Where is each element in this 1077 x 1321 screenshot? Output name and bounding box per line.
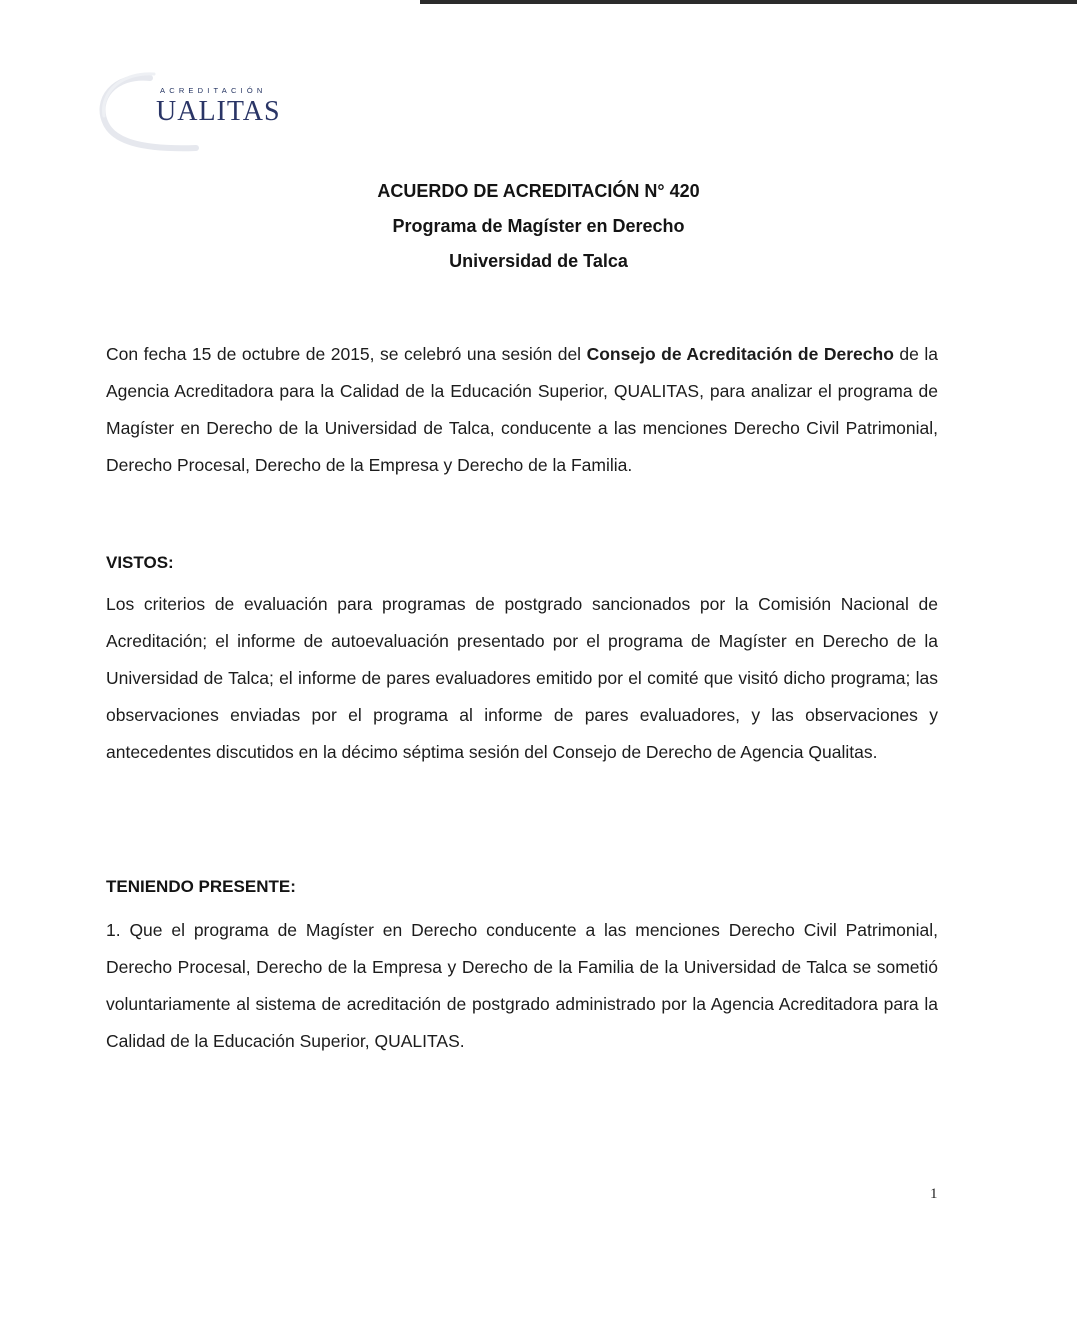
teniendo-presente-item-1: 1. Que el programa de Magíster en Derecho conducente a las menciones Derecho Civil Patrimonial, Derecho Procesal, Derecho de la Empresa y Derecho de la Familia de la Universidad de Talca se sometió voluntariamente al sistema de acreditación de postgrado administrado por la Agencia Acreditadora para la Calidad de la Educación Superior, QUALITAS.	[106, 920, 938, 1051]
qualitas-logo	[92, 70, 302, 160]
intro-lead: Con fecha 15 de octubre de 2015, se celebró una sesión del	[106, 344, 587, 364]
scan-top-edge	[420, 0, 1077, 4]
vistos-heading: VISTOS:	[106, 553, 174, 572]
program-name: Programa de Magíster en Derecho	[392, 216, 685, 236]
document-title: ACUERDO DE ACREDITACIÓN N° 420	[377, 181, 700, 201]
intro-paragraph	[106, 336, 938, 484]
intro-council-name: Consejo de Acreditación de Derecho	[586, 344, 894, 364]
logo-name: UALITAS	[156, 96, 281, 127]
university-name: Universidad de Talca	[449, 251, 628, 271]
intro-rest: de la Agencia Acreditadora para la Calidad de la Educación Superior, QUALITAS, para analizar el programa de Magíster en Derecho de la Universidad de Talca, conducente a las menciones Derecho Civil Patrimonial, Derecho Procesal, Derecho de la Empresa y Derecho de la Familia.	[106, 344, 938, 475]
page-number: 1	[930, 1186, 938, 1202]
logo-tagline: ACREDITACIÓN	[160, 86, 267, 95]
teniendo-presente-heading: TENIENDO PRESENTE:	[106, 877, 296, 896]
vistos-paragraph: Los criterios de evaluación para programas de postgrado sancionados por la Comisión Nacional de Acreditación; el informe de autoevaluación presentado por el programa de Magíster en Derecho de la Universidad de Talca; el informe de pares evaluadores emitido por el comité que visitó dicho programa; las observaciones enviadas por el programa al informe de pares evaluadores, y las observaciones y antecedentes discutidos en la décimo séptima sesión del Consejo de Derecho de Agencia Qualitas.	[106, 594, 938, 762]
